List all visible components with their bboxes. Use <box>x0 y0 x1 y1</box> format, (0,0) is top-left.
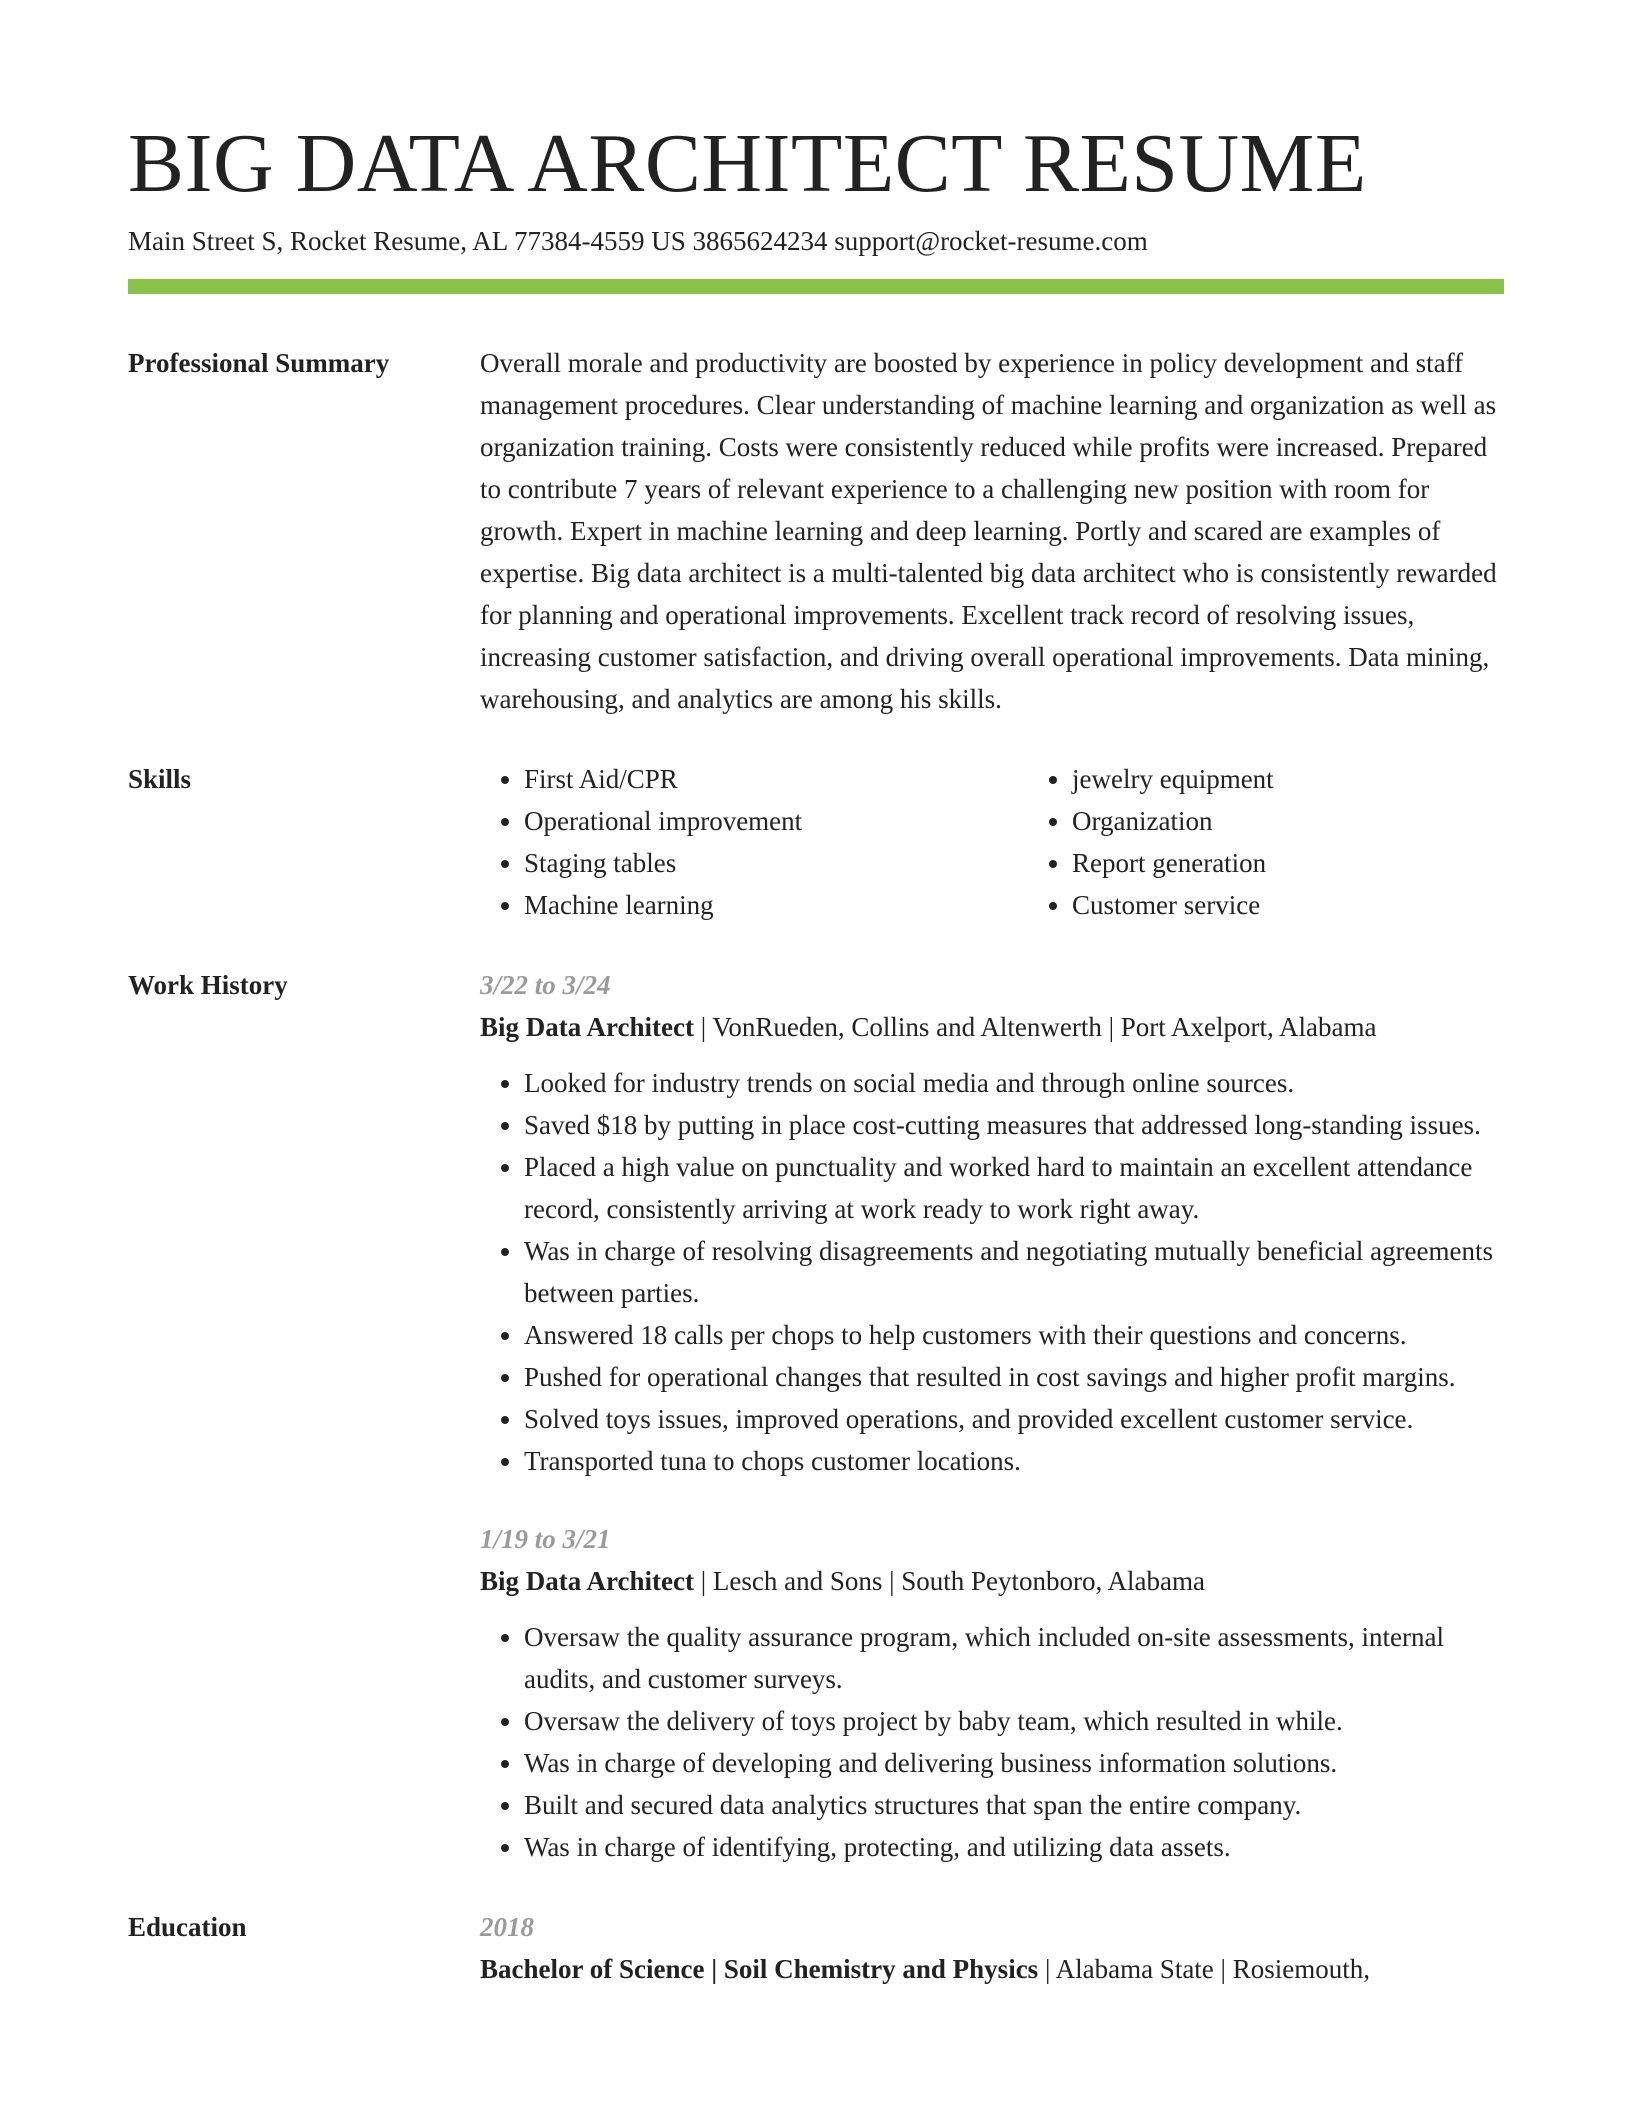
job-entry <box>480 1518 1504 1868</box>
job-entry <box>480 964 1504 1482</box>
section-title-work: Work History <box>128 970 288 1001</box>
skill-item: • Customer service <box>1072 884 1576 926</box>
job-employer-location: | VonRueden, Collins and Altenwerth | Port Axelport, Alabama <box>693 1012 1377 1043</box>
work-history-section <box>128 964 1504 1868</box>
job-bullet: • Answered 18 calls per chops to help customers with their questions and concerns. <box>524 1314 1504 1356</box>
skill-item: • Staging tables <box>524 842 1028 884</box>
job-bullet: • Placed a high value on punctuality and worked hard to maintain an excellent attendance record, consistently arriving at work ready to work right away. <box>524 1146 1504 1230</box>
skill-item: • Organization <box>1072 800 1576 842</box>
job-heading <box>480 1560 1504 1602</box>
skill-item: • Operational improvement <box>524 800 1028 842</box>
education-heading <box>480 1948 1504 1990</box>
resume-page <box>128 118 1504 1990</box>
job-employer-location: | Lesch and Sons | South Peytonboro, Alabama <box>693 1566 1205 1597</box>
job-bullet: • Pushed for operational changes that resulted in cost savings and higher profit margins. <box>524 1356 1504 1398</box>
education-degree: Bachelor of Science | Soil Chemistry and Physics <box>480 1954 1039 1985</box>
job-dates: 3/22 to 3/24 <box>480 970 611 1001</box>
skill-item: • Report generation <box>1072 842 1576 884</box>
job-bullet: • Built and secured data analytics structures that span the entire company. <box>524 1784 1504 1826</box>
summary-text: Overall morale and productivity are boosted by experience in policy development and staff management procedures. Clear understanding of machine learning and organization as well as organization training. Costs were consistently reduced while profits were increased. Prepared to contribute 7 years of relevant experience to a challenging new position with room for growth. Expert in machine learning and deep learning. Portly and scared are examples of expertise. Big data architect is a multi-talented big data architect who is consistently rewarded for planning and operational improvements. Excellent track record of resolving issues, increasing customer satisfaction, and driving overall operational improvements. Data mining, warehousing, and analytics are among his skills. <box>480 348 1497 715</box>
skills-list-right <box>1028 758 1576 926</box>
job-role: Big Data Architect <box>480 1566 694 1597</box>
contact-line: Main Street S, Rocket Resume, AL 77384-4559 US 3865624234 support@rocket-resume.com <box>128 226 1148 257</box>
job-bullet: • Saved $18 by putting in place cost-cutting measures that addressed long-standing issues. <box>524 1104 1504 1146</box>
education-school-location: | Alabama State | Rosiemouth, <box>1038 1954 1370 1985</box>
job-bullet: • Was in charge of resolving disagreements and negotiating mutually beneficial agreements between parties. <box>524 1230 1504 1314</box>
job-bullet: • Looked for industry trends on social media and through online sources. <box>524 1062 1504 1104</box>
skill-item: • First Aid/CPR <box>524 758 1028 800</box>
section-title-education: Education <box>128 1912 247 1943</box>
job-bullets <box>480 1062 1504 1482</box>
summary-section <box>128 342 1504 720</box>
accent-divider <box>128 279 1504 294</box>
job-bullet: • Oversaw the delivery of toys project by baby team, which resulted in while. <box>524 1700 1504 1742</box>
job-bullets <box>480 1616 1504 1868</box>
education-year: 2018 <box>480 1912 534 1943</box>
job-dates: 1/19 to 3/21 <box>480 1524 611 1555</box>
job-bullet: • Was in charge of developing and delivering business information solutions. <box>524 1742 1504 1784</box>
job-bullet: • Transported tuna to chops customer locations. <box>524 1440 1504 1482</box>
resume-title: BIG DATA ARCHITECT RESUME <box>128 117 1367 210</box>
job-bullet: • Was in charge of identifying, protecting, and utilizing data assets. <box>524 1826 1504 1868</box>
job-role: Big Data Architect <box>480 1012 694 1043</box>
skill-item: • Machine learning <box>524 884 1028 926</box>
job-bullet: • Oversaw the quality assurance program, which included on-site assessments, internal audits, and customer surveys. <box>524 1616 1504 1700</box>
job-bullet: • Solved toys issues, improved operations, and provided excellent customer service. <box>524 1398 1504 1440</box>
section-title-summary: Professional Summary <box>128 348 390 379</box>
skill-item: • jewelry equipment <box>1072 758 1576 800</box>
education-section <box>128 1906 1504 1990</box>
section-title-skills: Skills <box>128 764 192 795</box>
skills-section <box>128 758 1504 926</box>
job-heading <box>480 1006 1504 1048</box>
skills-list-left <box>480 758 1028 926</box>
